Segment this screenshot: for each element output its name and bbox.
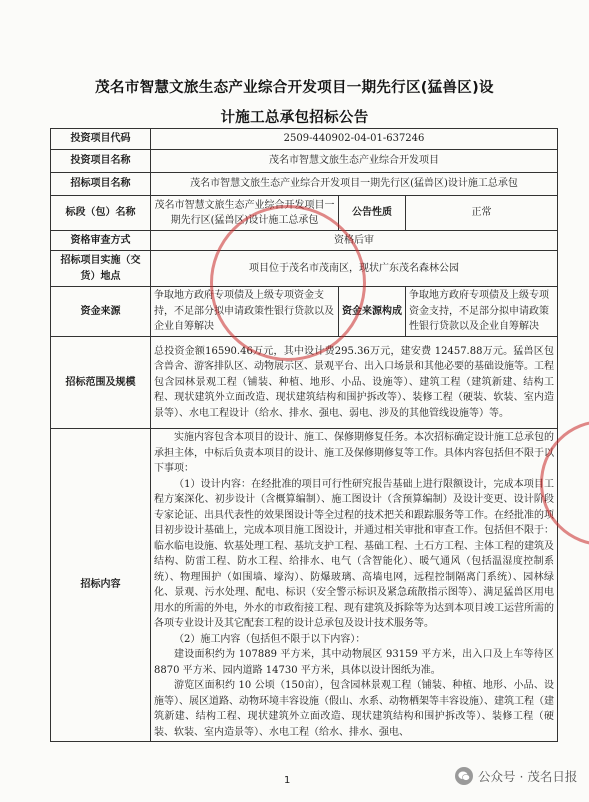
tender-name-value: 茂名市智慧文旅生态产业综合开发项目一期先行区(猛兽区)设计施工总承包 [151,173,558,196]
section-name-value: 茂名市智慧文旅生态产业综合开发项目一期先行区(猛兽区)设计施工总承包 [151,196,339,231]
notice-nature-value: 正常 [406,196,558,231]
qualification-review-label: 资格审查方式 [51,231,151,251]
project-code-label: 投资项目代码 [51,129,151,150]
content-label: 招标内容 [51,429,151,742]
content-cell [151,429,558,742]
tender-info-table [50,128,558,742]
tender-name-label: 招标项目名称 [51,173,151,196]
scope-label: 招标范围及规模 [51,337,151,429]
scope-cell [151,337,558,429]
section-name-label: 标段（包）名称 [51,196,151,231]
qualification-review-value: 资格后审 [151,231,558,251]
footer-watermark [455,767,577,785]
location-label: 招标项目实施（交货）地点 [51,251,151,287]
content-paragraph: （1）设计内容：在经批准的项目可行性研究报告基础上进行限额设计，完成本项目工程方案深化、初步设计（含概算编制）、施工图设计（含预算编制）及设计变更、设计阶段专家论证、出具代表性的效果图设计等全过程的技术把关和跟踪服务等工作。在经批准的项目初步设计基础上，完成本项目施工图设计，并通过相关审批和审查工作。包括但不限于：临水临电设施、软基处理工程、基坑支护工程、基础工程、土石方工程、主体工程的建筑及结构、防雷工程、防水工程、给排水、电气（含智能化）、暖气通风（包括温湿度控制系统）、物理围护（如围墙、壕沟）、防爆玻璃、高墙电网，远程控制隔离门系统）、园林绿化、景观、污水处理、配电、标识（安全警示标识及紧急疏散指示图等）、满足猛兽区用电用水的所需的外电，外水的市政衔接工程、现有建筑及拆除等为达到本项目竣工运营所需的各项专业设计及其它配套工程的设计总承包及设计技术服务等。 [154,478,555,629]
document-title-line-1: 茂名市智慧文旅生态产业综合开发项目一期先行区(猛兽区)设 [95,80,494,96]
project-name-label: 投资项目名称 [51,150,151,173]
document-title-line-2: 计施工总承包招标公告 [220,110,369,126]
content-paragraph: 建设面积约为 107889 平方米，其中动物展区 93159 平方米，出入口及上车等待区 8870 平方米、园内道路 14730 平方米，具体以设计图纸为准。 [154,649,555,676]
content-paragraph: 游览区面积约 10 公顷（150亩），包含园林景观工程（铺装、种植、地形、小品、设施等）、展区道路、动物环境丰容设施（假山、水系、动物栖架等丰容设施）、建筑工程（建筑新建、结构工程、现状建筑外立面改造、现状建筑结构和围护拆改等）、装修工程（硬装、软装、室内造景等）、水电工程（给水、排水、强电、 [154,680,555,738]
location-value: 项目位于茂名市茂南区，现状广东茂名森林公园 [151,251,558,287]
fund-structure-value: 争取地方政府专项债及上级专项资金支持，不足部分拟申请政策性银行贷款以及企业自筹解决 [406,287,558,337]
content-paragraph: （2）施工内容（包括但不限于以下内容）： [174,633,366,645]
fund-source-label: 资金来源 [51,287,151,337]
project-name-value: 茂名市智慧文旅生态产业综合开发项目 [151,150,558,173]
project-code-value: 2509-440902-04-01-637246 [151,129,558,150]
fund-source-value: 争取地方政府专项债及上级专项资金支持，不足部分拟申请政策性银行贷款以及企业自筹解决 [151,287,339,337]
page-number: 1 [284,775,291,786]
notice-nature-label: 公告性质 [339,196,406,231]
footer-text: 公众号 · 茂名日报 [478,769,578,784]
scope-value: 总投资金额16590.46万元，其中设计费295.36万元，建安费 12457.88万元。猛兽区包含兽舍、游客排队区、动物展示区、景观平台、出入口场景和其他必要的基础设施等。工程包含园林景观工程（铺装、种植、地形、小品、设施等）、建筑工程（建筑新建、结构工程、现状建筑外立面改造、现状建筑结构和围护拆改等）、装修工程（硬装、软装、室内造景等）、水电工程设计（给水、排水、强电、弱电、涉及的其他管线设施等）等。 [154,345,555,419]
content-paragraph: 实施内容包含本项目的设计、施工、保修期修复任务。本次招标确定设计施工总承包的承担主体，中标后负责本项目的设计、施工及保修期修复等工作。具体内容包括但不限于以下事项： [154,432,555,474]
fund-structure-label: 资金来源构成 [339,287,406,337]
wechat-icon [455,767,473,785]
